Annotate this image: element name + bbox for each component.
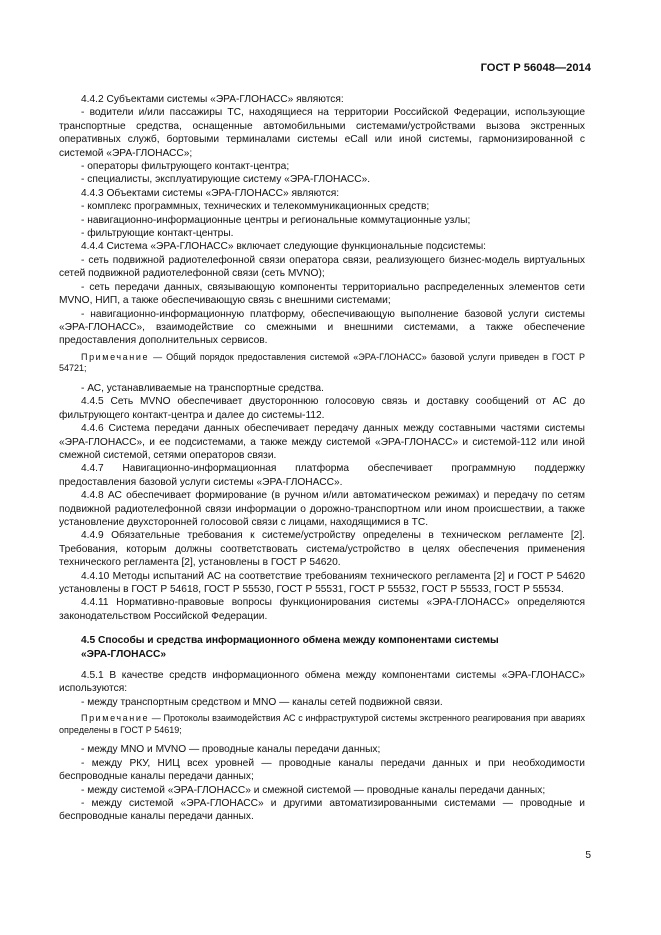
list-item: - операторы фильтрующего контакт-центра; bbox=[81, 161, 290, 173]
clause-4-4-8: 4.4.8 АС обеспечивает формирование (в ручном и/или автоматическом режимах) и передачу по сетям подвижной радиотелефонной связи информации о дорожно-транспортном или ином происшествии, а также установление двухсторонней голосовой связи с лицами, находящимися в ТС. bbox=[59, 490, 585, 528]
note-text: — Общий порядок предоставления системой «ЭРА-ГЛОНАСС» базовой услуги приведен в ГОСТ Р 54721; bbox=[59, 351, 585, 374]
list-item: - между системой «ЭРА-ГЛОНАСС» и смежной системой — проводные каналы передачи данных; bbox=[81, 784, 546, 796]
list-item: - между транспортным средством и MNO — каналы сетей подвижной связи. bbox=[81, 696, 443, 708]
clause-4-4-6: 4.4.6 Система передачи данных обеспечивает передачу данных между составными частями системы «ЭРА-ГЛОНАСС», и ее подсистемами, а также между системой «ЭРА-ГЛОНАСС» и системой-112 или иной смежной системой, сетями операторов связи. bbox=[59, 423, 585, 461]
list-item: - фильтрующие контакт-центры. bbox=[81, 228, 234, 240]
clause-4-4-5: 4.4.5 Сеть MVNO обеспечивает двустороннюю голосовую связь и доставку сообщений от АС до фильтрующего контакт-центра и далее до системы-112. bbox=[59, 396, 585, 421]
list-item: - комплекс программных, технических и телекоммуникационных средств; bbox=[81, 201, 430, 213]
note-text: — Протоколы взаимодействия АС с инфраструктурой системы экстренного реагирования при авариях определены в ГОСТ Р 54619; bbox=[59, 713, 585, 735]
clause-4-5-1: 4.5.1 В качестве средств информационного обмена между компонентами системы «ЭРА-ГЛОНАСС» используются: bbox=[59, 670, 585, 695]
clause-4-4-9: 4.4.9 Обязательные требования к системе/устройству определены в техническом регламенте [2]. Требования, которым должны соответствовать система/устройство в целях обеспечения применения технического регламента [2], установлены в ГОСТ Р 54620. bbox=[59, 530, 585, 569]
list-item: - между MNO и MVNO — проводные каналы передачи данных; bbox=[81, 744, 381, 756]
list-item: - навигационно-информационную платформу, обеспечивающую выполнение базовой услуги системы «ЭРА-ГЛОНАСС», взаимодействие со смежными и внешними системами, а также обеспечение предоставления дополнительных сервисов. bbox=[59, 308, 585, 347]
clause-4-4-7: 4.4.7 Навигационно-информационная платформа обеспечивает программную поддержку предоставления базовой услуги системы «ЭРА-ГЛОНАСС». bbox=[59, 463, 585, 488]
document-code-header: ГОСТ Р 56048—2014 bbox=[480, 62, 591, 74]
note-label: Примечание bbox=[81, 351, 150, 362]
document-body bbox=[59, 93, 585, 824]
clause-4-4-10: 4.4.10 Методы испытаний АС на соответствие требованиям технического регламента [2] и ГОСТ Р 54620 установлены в ГОСТ Р 54618, ГОСТ Р 55530, ГОСТ Р 55531, ГОСТ Р 55532, ГОСТ Р 55533, ГОСТ Р 55534. bbox=[59, 570, 585, 595]
list-item: - сеть передачи данных, связывающую компоненты территориально распределенных элементов сети MVNO, НИП, а также обеспечивающую связь с внешними системами; bbox=[59, 281, 585, 307]
list-item: - АС, устанавливаемые на транспортные средства. bbox=[81, 382, 324, 394]
list-item: - сеть подвижной радиотелефонной связи оператора связи, реализующего бизнес-модель виртуальных сетей подвижной радиотелефонной связи (сеть MVNO); bbox=[59, 254, 585, 280]
list-item: - специалисты, эксплуатирующие систему «ЭРА-ГЛОНАСС». bbox=[81, 174, 371, 186]
list-item: - между системой «ЭРА-ГЛОНАСС» и другими автоматизированными системами — проводные и беспроводные каналы передачи данных. bbox=[59, 798, 585, 823]
section-heading-line: 4.5 Способы и средства информационного обмена между компонентами системы bbox=[81, 635, 499, 647]
note-2 bbox=[59, 713, 585, 736]
page-number: 5 bbox=[585, 850, 591, 861]
clause-4-4-11: 4.4.11 Нормативно-правовые вопросы функционирования системы «ЭРА-ГЛОНАСС» определяются законодательством Российской Федерации. bbox=[59, 597, 585, 622]
note-1 bbox=[59, 352, 585, 375]
clause-4-4-3: 4.4.3 Объектами системы «ЭРА-ГЛОНАСС» являются: bbox=[81, 187, 340, 199]
list-item: - водители и/или пассажиры ТС, находящиеся на территории Российской Федерации, использующие транспортные средства, оснащенные автомобильными системами/устройствами вызова экстренных оперативных служб, бортовыми терминалами системы eCall или иной системы, гармонизированной с системой «ЭРА-ГЛОНАСС»; bbox=[59, 107, 585, 159]
list-item: - между РКУ, НИЦ всех уровней — проводные каналы передачи данных и при необходимости беспроводные каналы передачи данных; bbox=[59, 757, 585, 783]
section-heading-4-5 bbox=[81, 634, 585, 661]
clause-4-4-2: 4.4.2 Субъектами системы «ЭРА-ГЛОНАСС» являются: bbox=[81, 94, 344, 105]
clause-4-4-4: 4.4.4 Система «ЭРА-ГЛОНАСС» включает следующие функциональные подсистемы: bbox=[81, 241, 486, 253]
list-item: - навигационно-информационные центры и региональные коммутационные узлы; bbox=[81, 214, 471, 226]
note-label: Примечание bbox=[81, 713, 150, 724]
section-heading-line: «ЭРА-ГЛОНАСС» bbox=[81, 648, 166, 660]
